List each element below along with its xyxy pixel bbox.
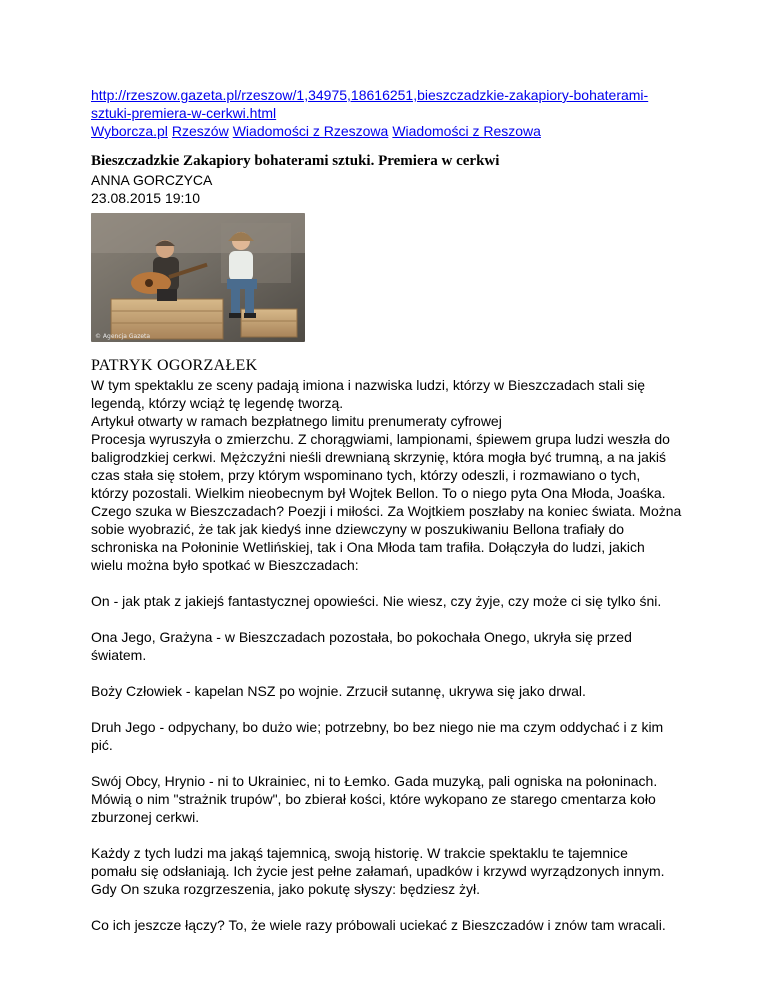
intro-line: czas stała się stołem, przy którym wspominano tych, którzy odeszli, i rozmawiano o tych,: [91, 467, 641, 483]
intro-line: schroniska na Połoninie Wetlińskiej, tak i Ona Młoda tam trafiła. Dołączyła do ludzi, jakich: [91, 539, 645, 555]
paragraph-line: Swój Obcy, Hrynio - ni to Ukrainiec, ni to Łemko. Gada muzyką, pali ogniska na połoninach.: [91, 773, 658, 789]
photographer-name: PATRYK OGORZAŁEK: [91, 357, 258, 374]
article-date: 23.08.2015 19:10: [91, 190, 200, 206]
paragraph-line: Gdy On szuka rozgrzeszenia, jako pokutę słyszy: będziesz żył.: [91, 881, 481, 897]
paragraph-line: Mówią o nim "strażnik trupów", bo zbierał kości, które wykopano ze starego cmentarza koło: [91, 791, 656, 807]
paragraph-line: Ona Jego, Grażyna - w Bieszczadach pozostała, bo pokochała Onego, ukryła się przed: [91, 629, 632, 645]
paragraph-line: Co ich jeszcze łączy? To, że wiele razy próbowali uciekać z Bieszczadów i znów tam wracali.: [91, 917, 666, 933]
article-title: Bieszczadzkie Zakapiory bohaterami sztuki. Premiera w cerkwi: [91, 153, 500, 169]
paragraph-line: Boży Człowiek - kapelan NSZ po wojnie. Zrzucił sutannę, ukrywa się jako drwal.: [91, 683, 586, 699]
breadcrumb-link-wiadomosci-rzeszowa[interactable]: Wiadomości z Rzeszowa: [232, 123, 389, 139]
intro-text: [91, 376, 691, 574]
paragraph-on: [91, 592, 691, 610]
intro-line: Czego szuka w Bieszczadach? Poezji i miłości. Za Wojtkiem poszłaby na koniec świata. Można: [91, 503, 682, 519]
breadcrumb-link-rzeszow[interactable]: Rzeszów: [171, 123, 229, 139]
intro-line: legendą, którzy wciąż tę legendę tworzą.: [91, 395, 344, 411]
intro-line: Artykuł otwarty w ramach bezpłatnego limitu prenumeraty cyfrowej: [91, 413, 502, 429]
paragraph-swoj-obcy: [91, 772, 691, 826]
paragraph-line: pić.: [91, 737, 113, 753]
source-url[interactable]: [91, 86, 691, 122]
paragraph-co-ich-laczy: [91, 916, 691, 934]
breadcrumb: [91, 122, 691, 140]
paragraph-bozy-czlowiek: [91, 682, 691, 700]
paragraph-line: Druh Jego - odpychany, bo dużo wie; potrzebny, bo bez niego nie ma czym oddychać i z kim: [91, 719, 664, 735]
source-url-line-2[interactable]: sztuki-premiera-w-cerkwi.html: [91, 105, 277, 121]
article-byline: ANNA GORCZYCA: [91, 172, 213, 188]
paragraph-line: światem.: [91, 647, 147, 663]
intro-line: sobie wyobrazić, że tak jak kiedyś inne dziewczyny w poszukiwaniu Bellona trafiały do: [91, 521, 625, 537]
paragraph-druh-jego: [91, 718, 691, 754]
paragraph-line: On - jak ptak z jakiejś fantastycznej opowieści. Nie wiesz, czy żyje, czy może ci się tylko śni.: [91, 593, 662, 609]
breadcrumb-link-wiadomosci-reszowa[interactable]: Wiadomości z Reszowa: [392, 123, 541, 139]
intro-line: Procesja wyruszyła o zmierzchu. Z chorągwiami, lampionami, śpiewem grupa ludzi weszła do: [91, 431, 670, 447]
source-url-line-1[interactable]: http://rzeszow.gazeta.pl/rzeszow/1,34975,18616251,bieszczadzkie-zakapiory-bohaterami-: [91, 87, 649, 103]
paragraph-line: pomału się odsłaniają. Ich życie jest pełne załamań, upadków i krzywd wyrządzonych innym.: [91, 863, 665, 879]
theatre-scene-image: [91, 213, 305, 342]
intro-line: W tym spektaklu ze sceny padają imiona i nazwiska ludzi, którzy w Bieszczadach stali się: [91, 377, 645, 393]
intro-line: którzy pozostali. Wielkim nieobecnym był Wojtek Bellon. To o niego pyta Ona Młoda, Joaśka.: [91, 485, 666, 501]
paragraph-line: Każdy z tych ludzi ma jakąś tajemnicą, swoją historię. W trakcie spektaklu te tajemnice: [91, 845, 628, 861]
breadcrumb-link-wyborcza[interactable]: Wyborcza.pl: [91, 123, 168, 139]
document-page: [91, 86, 691, 934]
intro-line: wielu można było spotkać w Bieszczadach:: [91, 557, 359, 573]
paragraph-ona-jego: [91, 628, 691, 664]
photo-credit: © Agencja Gazeta: [95, 333, 151, 340]
intro-line: baligrodzkiej cerkwi. Mężczyźni nieśli drewnianą skrzynię, która mogła być trumną, a na jakiś: [91, 449, 667, 465]
paragraph-tajemnice: [91, 844, 691, 898]
article-photo: [91, 213, 305, 342]
paragraph-line: zburzonej cerkwi.: [91, 809, 200, 825]
